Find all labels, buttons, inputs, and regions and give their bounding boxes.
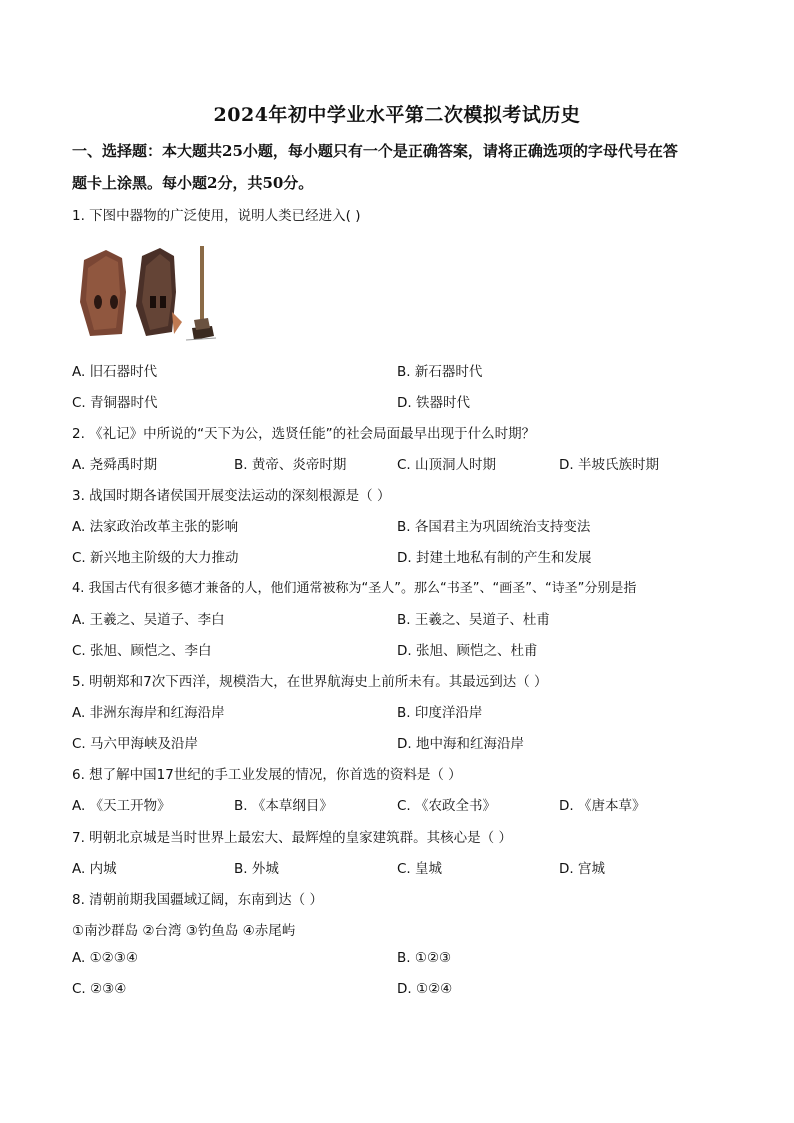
q1-option-a: A. 旧石器时代 <box>72 364 158 380</box>
question-6-stem: 6. 想了解中国17世纪的手工业发展的情况，你首选的资料是（ ） <box>72 767 462 783</box>
q4-option-a: A. 王羲之、吴道子、李白 <box>72 612 225 628</box>
q3-option-a: A. 法家政治改革主张的影响 <box>72 519 239 535</box>
q2-option-b: B. 黄帝、炎帝时期 <box>234 457 347 473</box>
q2-option-d: D. 半坡氏族时期 <box>559 457 659 473</box>
section-instruction-line1: 一、选择题：本大题共25小题，每小题只有一个是正确答案，请将正确选项的字母代号在答 <box>72 142 678 160</box>
q6-option-a: A. 《天工开物》 <box>72 798 171 814</box>
q4-option-b: B. 王羲之、吴道子、杜甫 <box>397 612 550 628</box>
q2-option-a: A. 尧舜禹时期 <box>72 457 158 473</box>
question-5-stem: 5. 明朝郑和7次下西洋，规模浩大，在世界航海史上前所未有。其最远到达（ ） <box>72 674 548 690</box>
q7-option-b: B. 外城 <box>234 861 279 877</box>
q7-option-a: A. 内城 <box>72 861 117 877</box>
q1-option-b: B. 新石器时代 <box>397 364 483 380</box>
q6-option-b: B. 《本草纲目》 <box>234 798 333 814</box>
question-1-figure <box>76 242 222 346</box>
q5-option-a: A. 非洲东海岸和红海沿岸 <box>72 705 225 721</box>
q8-option-a: A. ①②③④ <box>72 950 138 966</box>
q7-option-d: D. 宫城 <box>559 861 605 877</box>
q7-option-c: C. 皇城 <box>397 861 443 877</box>
plow-handle <box>200 246 204 330</box>
q2-option-c: C. 山顶洞人时期 <box>397 457 497 473</box>
question-1-stem: 1. 下图中器物的广泛使用，说明人类已经进入( ) <box>72 208 361 224</box>
q8-option-d: D. ①②④ <box>397 981 453 997</box>
q5-option-d: D. 地中海和红海沿岸 <box>397 736 524 752</box>
question-2-stem: 2. 《礼记》中所说的“天下为公，选贤任能”的社会局面最早出现于什么时期？ <box>72 426 536 442</box>
question-4-stem: 4. 我国古代有很多德才兼备的人，他们通常被称为“圣人”。那么“书圣”、“画圣”、“诗圣”分别是指 <box>72 581 637 596</box>
question-7-stem: 7. 明朝北京城是当时世界上最宏大、最辉煌的皇家建筑群。其核心是（ ） <box>72 830 512 846</box>
q8-option-b: B. ①②③ <box>397 950 452 966</box>
question-8-statements: ①南沙群岛 ②台湾 ③钓鱼岛 ④赤尾屿 <box>72 923 296 939</box>
q6-option-d: D. 《唐本草》 <box>559 798 646 814</box>
section-instruction-line2: 题卡上涂黑。每小题2分，共50分。 <box>72 174 314 192</box>
q4-option-c: C. 张旭、顾恺之、李白 <box>72 643 212 659</box>
q3-option-d: D. 封建土地私有制的产生和发展 <box>397 550 592 566</box>
q4-option-d: D. 张旭、顾恺之、杜甫 <box>397 643 538 659</box>
q5-option-b: B. 印度洋沿岸 <box>397 705 483 721</box>
page-title: 2024年初中学业水平第二次模拟考试历史 <box>213 104 581 126</box>
q1-option-d: D. 铁器时代 <box>397 395 470 411</box>
q5-option-c: C. 马六甲海峡及沿岸 <box>72 736 199 752</box>
question-8-stem: 8. 清朝前期我国疆域辽阔，东南到达（ ） <box>72 892 323 908</box>
q6-option-c: C. 《农政全书》 <box>397 798 497 814</box>
q3-option-c: C. 新兴地主阶级的大力推动 <box>72 550 239 566</box>
q8-option-c: C. ②③④ <box>72 981 127 997</box>
q1-option-c: C. 青铜器时代 <box>72 395 158 411</box>
q3-option-b: B. 各国君主为巩固统治支持变法 <box>397 519 591 535</box>
question-3-stem: 3. 战国时期各诸侯国开展变法运动的深刻根源是（ ） <box>72 488 391 504</box>
